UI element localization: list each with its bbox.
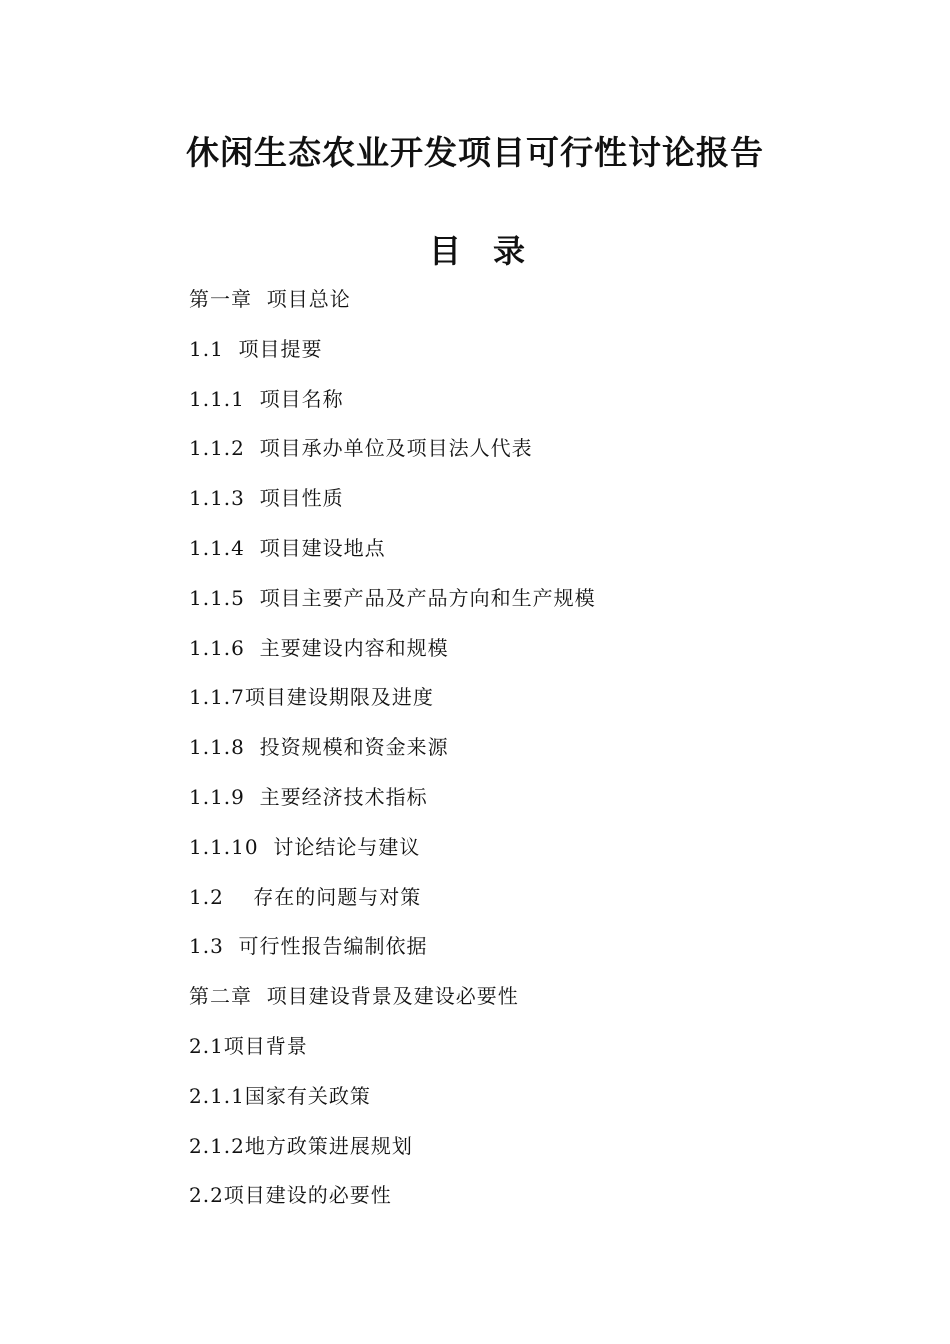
toc-item-2-1-2[interactable]: 2.1.2地方政策进展规划 (189, 1133, 413, 1158)
toc-item-1-1-4[interactable]: 1.1.4 项目建设地点 (189, 535, 386, 560)
toc-item-1-1-1[interactable]: 1.1.1 项目名称 (189, 386, 344, 411)
toc-item-1-1-7[interactable]: 1.1.7项目建设期限及进度 (189, 685, 434, 710)
toc-item-2-1[interactable]: 2.1项目背景 (189, 1033, 308, 1058)
toc-item-chapter-2[interactable]: 第二章 项目建设背景及建设必要性 (189, 984, 519, 1009)
toc-item-1-1-5[interactable]: 1.1.5 项目主要产品及产品方向和生产规模 (189, 585, 596, 610)
toc-item-1-1-2[interactable]: 1.1.2 项目承办单位及项目法人代表 (189, 436, 533, 461)
table-of-contents (189, 282, 889, 1228)
toc-item-chapter-1[interactable]: 第一章 项目总论 (189, 287, 351, 311)
toc-item-1-1-3[interactable]: 1.1.3 项目性质 (189, 486, 344, 511)
toc-item-1-2[interactable]: 1.2 存在的问题与对策 (189, 884, 422, 909)
toc-item-1-3[interactable]: 1.3 可行性报告编制依据 (189, 934, 428, 959)
toc-item-2-1-1[interactable]: 2.1.1国家有关政策 (189, 1083, 371, 1108)
toc-item-1-1-8[interactable]: 1.1.8 投资规模和资金来源 (189, 735, 449, 760)
toc-heading: 目 录 (428, 232, 525, 270)
toc-item-1-1[interactable]: 1.1 项目提要 (189, 336, 323, 361)
toc-item-1-1-10[interactable]: 1.1.10 讨论结论与建议 (189, 834, 421, 859)
toc-item-1-1-6[interactable]: 1.1.6 主要建设内容和规模 (189, 635, 449, 660)
toc-item-2-2[interactable]: 2.2项目建设的必要性 (189, 1183, 392, 1208)
document-title: 休闲生态农业开发项目可行性讨论报告 (186, 133, 764, 172)
toc-item-1-1-9[interactable]: 1.1.9 主要经济技术指标 (189, 784, 428, 809)
